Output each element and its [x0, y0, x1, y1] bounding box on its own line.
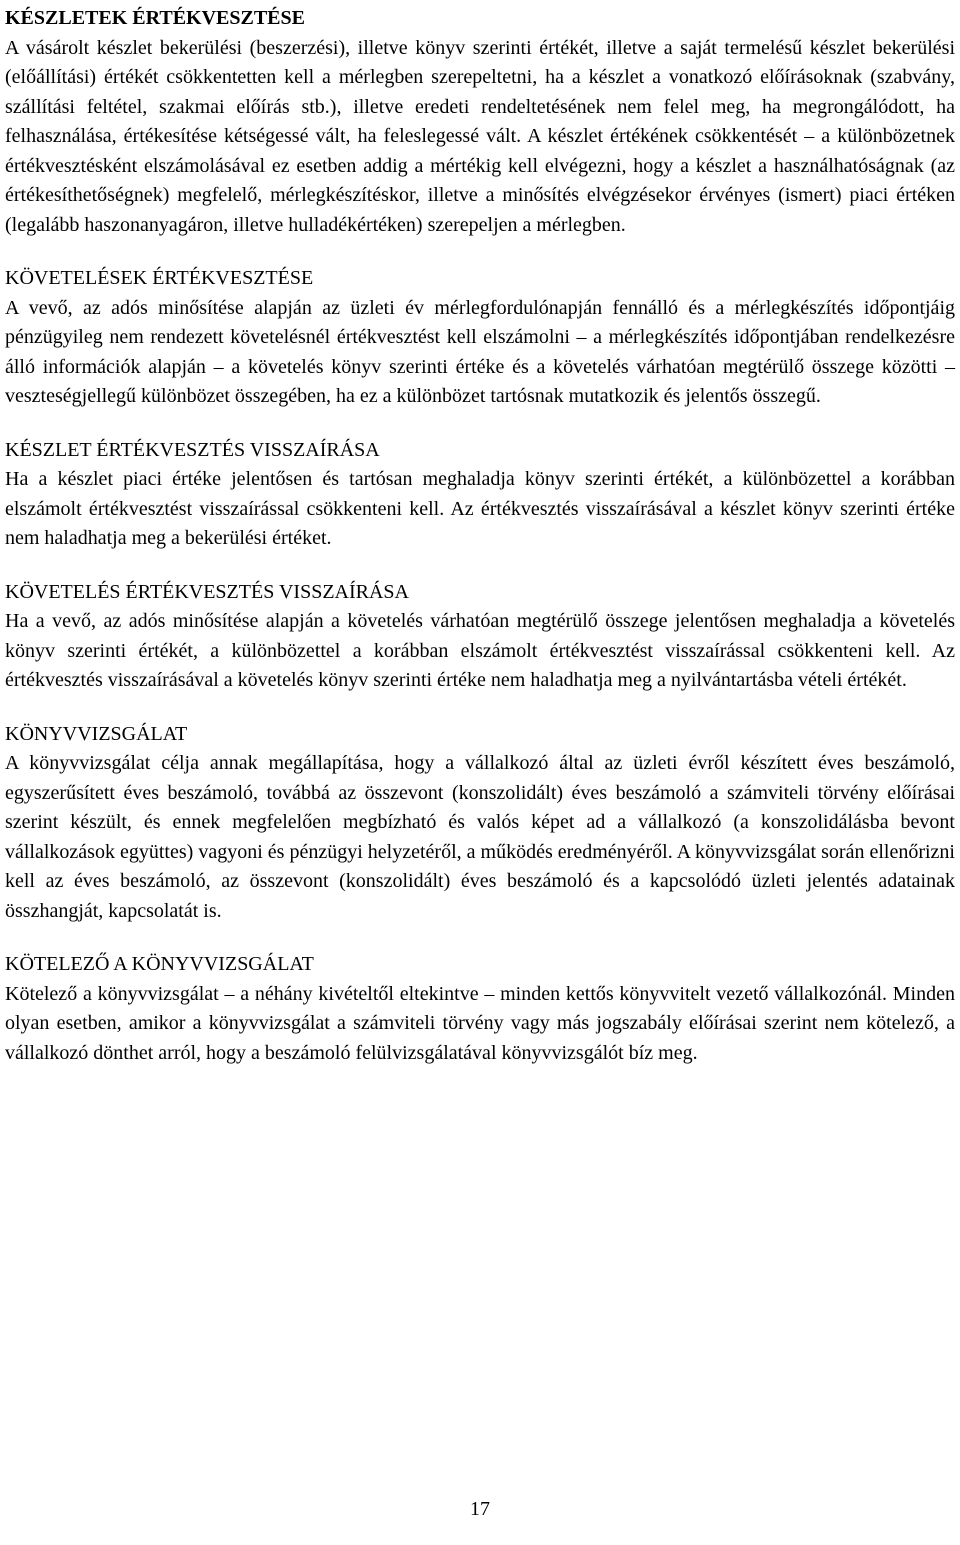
section-kovetelesek-ertekvesztese: [5, 264, 955, 412]
section-paragraph: Ha a vevő, az adós minősítése alapján a követelés várhatóan megtérülő összege jelentősen meghaladja a követelés könyv szerinti értékét, a különbözettel a korábban elszámolt értékvesztést visszaírással csökkenteni kell. Az értékvesztés visszaírásával a követelés könyv szerinti értéke nem haladhatja meg a nyilvántartásba vételi értékét.: [5, 610, 955, 691]
section-koveteles-ertekvesztes-visszairasa: [5, 578, 955, 696]
section-paragraph: Ha a készlet piaci értéke jelentősen és tartósan meghaladja könyv szerinti értékét, a különbözettel a korábban elszámolt értékvesztést visszaírással csökkenteni kell. Az értékvesztés visszaírásával a készlet könyv szerinti értéke nem haladhatja meg a bekerülési értéket.: [5, 468, 955, 549]
page-number: 17: [470, 1498, 490, 1520]
section-kotelezo-a-konyvvizsgalat: [5, 950, 955, 1068]
section-paragraph: A vásárolt készlet bekerülési (beszerzési), illetve könyv szerinti értékét, illetve a saját termelésű készlet bekerülési (előállítási) értékét csökkentetten kell a mérlegben szerepeltetni, ha a készlet a vonatkozó előírásoknak (szabvány, szállítási feltétel, szakmai előírás stb.), illetve eredeti rendeltetésének nem felel meg, ha megrongálódott, ha felhasználása, értékesítése kétségessé vált, ha feleslegessé vált. A készlet értékének csökkentését – a különbözetnek értékvesztésként elszámolásával ez esetben addig a mértékig kell elvégezni, hogy a készlet a használhatóságnak (az értékesíthetőségnek) megfelelő, mérlegkészítéskor, illetve a minősítés elvégzésekor érvényes (ismert) piaci értéken (legalább haszonanyagáron, illetve hulladékértéken) szerepeljen a mérlegben.: [5, 36, 955, 236]
section-paragraph: Kötelező a könyvvizsgálat – a néhány kivételtől eltekintve – minden kettős könyvvitelt vezető vállalkozónál. Minden olyan esetben, amikor a könyvvizsgálat a számviteli törvény vagy más jogszabály előírásai szerint nem kötelező, a vállalkozó dönthet arról, hogy a beszámoló felülvizsgálatával könyvvizsgálót bíz meg.: [5, 982, 955, 1064]
section-heading: KÖNYVVIZSGÁLAT: [5, 722, 188, 745]
section-konyvvizsgalat: [5, 720, 955, 927]
document-page: [5, 4, 955, 1092]
section-heading: KÖVETELÉSEK ÉRTÉKVESZTÉSE: [5, 267, 314, 289]
section-paragraph: A könyvvizsgálat célja annak megállapítása, hogy a vállalkozó által az üzleti évről készített éves beszámoló, egyszerűsített éves beszámoló, továbbá az összevont (konszolidált) éves beszámoló a számviteli törvény előírásai szerint készült, és ennek megfelelően megbízható és valós képet ad a vállalkozó (a konszolidálásba bevont vállalkozások együttes) vagyoni és pénzügyi helyzetéről, a működés eredményéről. A könyvvizsgálat során ellenőrizni kell az éves beszámoló, az összevont (konszolidált) éves beszámoló és a kapcsolódó üzleti jelentés adatainak összhangját, kapcsolatát is.: [5, 752, 955, 922]
section-heading: KÉSZLET ÉRTÉKVESZTÉS VISSZAÍRÁSA: [5, 438, 380, 461]
section-keszlet-ertekvesztes-visszairasa: [5, 436, 955, 554]
section-heading: KÖTELEZŐ A KÖNYVVIZSGÁLAT: [5, 953, 314, 975]
section-keszletek-ertekvesztese: [5, 4, 955, 240]
section-heading: KÖVETELÉS ÉRTÉKVESZTÉS VISSZAÍRÁSA: [5, 580, 409, 603]
section-paragraph: A vevő, az adós minősítése alapján az üzleti év mérlegfordulónapján fennálló és a mérlegkészítés időpontjáig pénzügyileg nem rendezett követelésnél értékvesztést kell elszámolni – a mérlegkészítés időpontjában rendelkezésre álló információk alapján – a követelés könyv szerinti értéke és a követelés várhatóan megtérülő összege közötti – veszteségjellegű különbözet összegében, ha ez a különbözet tartósnak mutatkozik és jelentős összegű.: [5, 296, 955, 407]
section-heading: KÉSZLETEK ÉRTÉKVESZTÉSE: [5, 7, 305, 29]
